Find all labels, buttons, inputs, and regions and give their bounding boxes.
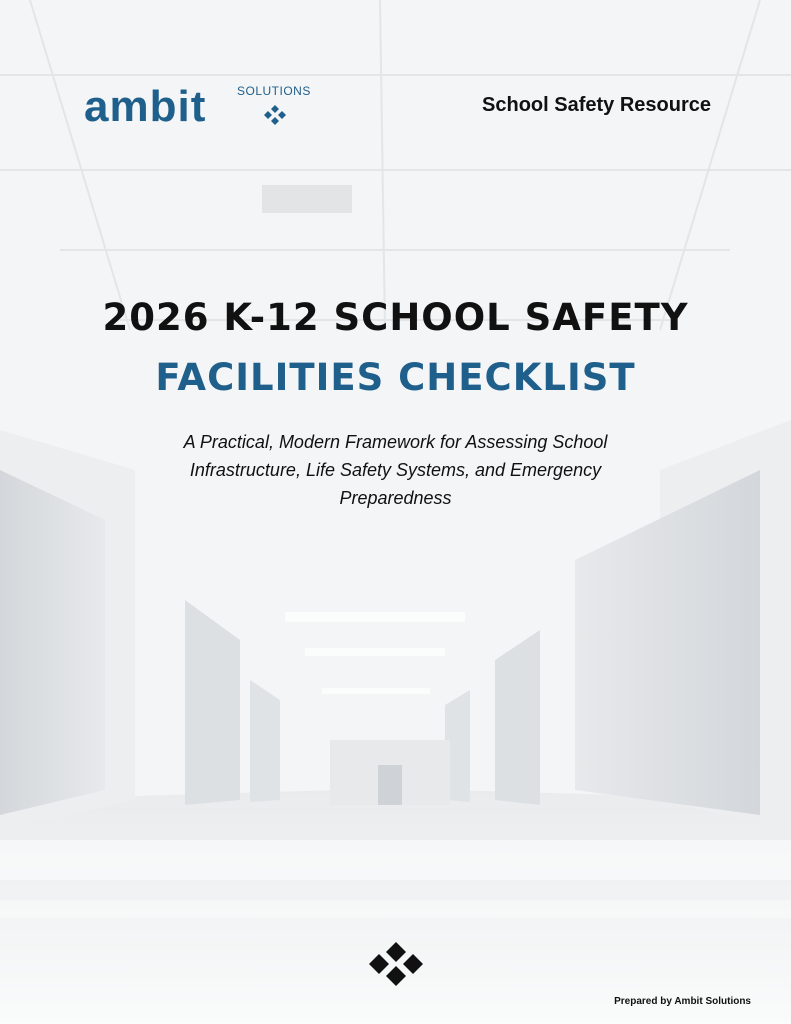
diamond-cluster-icon [364, 940, 428, 988]
resource-label: School Safety Resource [482, 94, 711, 116]
diamond-cluster-icon [259, 103, 291, 127]
prepared-by-label: Prepared by Ambit Solutions [614, 996, 751, 1007]
ambit-solutions-logo [84, 84, 324, 134]
page-title-line-1: 2026 K-12 SCHOOL SAFETY [102, 296, 689, 339]
logo-wordmark: ambit [84, 82, 207, 131]
page-subtitle: A Practical, Modern Framework for Assessing School Infrastructure, Life Safety Systems, and Emergency Preparedness [183, 432, 608, 508]
logo-subtext: SOLUTIONS [237, 84, 311, 98]
page-title-line-2: FACILITIES CHECKLIST [155, 356, 636, 399]
